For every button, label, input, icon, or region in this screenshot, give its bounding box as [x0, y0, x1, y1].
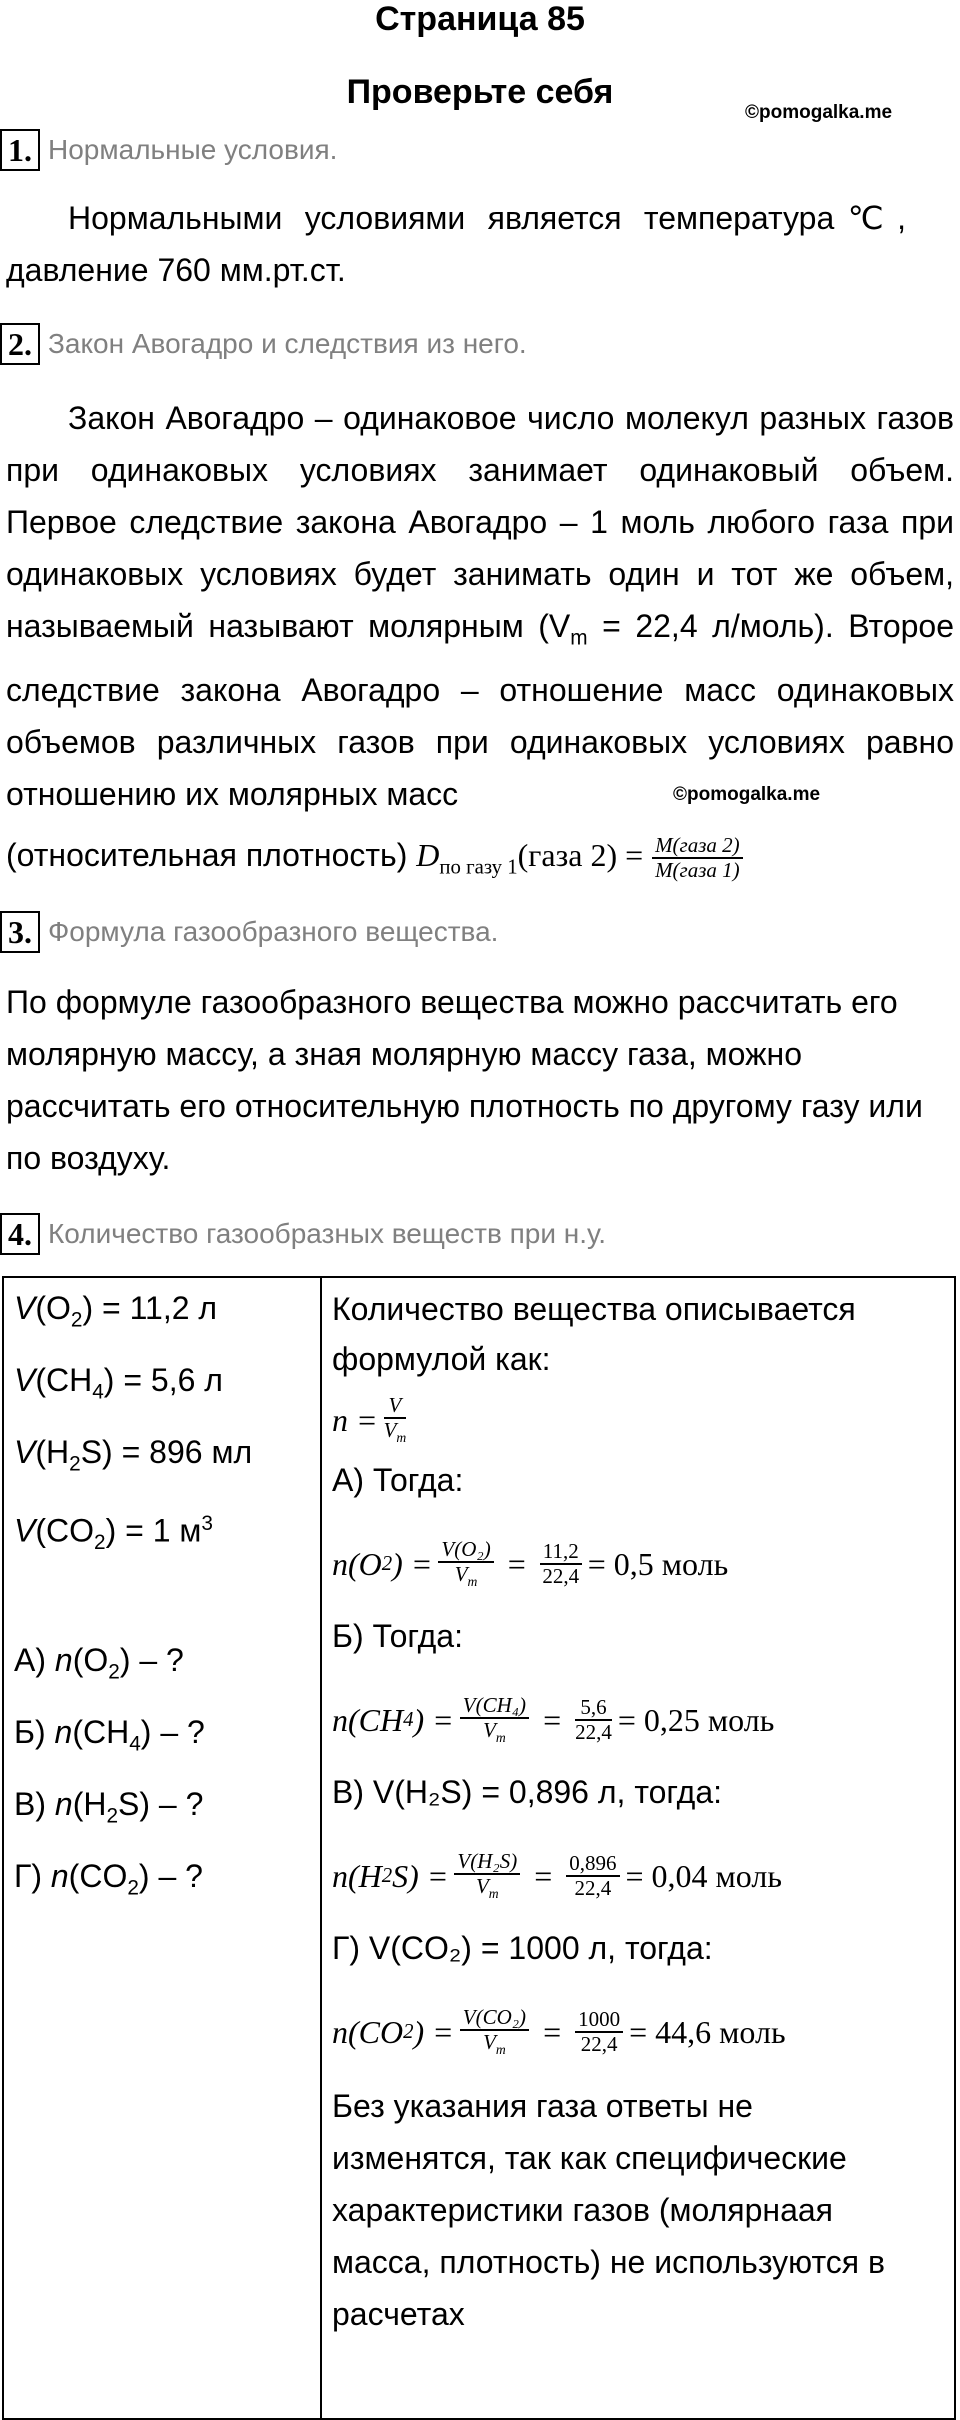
general-formula: n = $\frac{V}{V_m}$: [332, 1393, 407, 1446]
step-label: А) Тогда:: [332, 1462, 464, 1498]
solution-column: [321, 1277, 955, 2419]
solution-table: [2, 1276, 956, 2420]
step-formula: n(H 2 S) = $\frac{\text{V(H₂S)}}{V_m}$ = $\frac{0,896}{22,4}$ = 0,04 моль: [332, 1849, 782, 1902]
answer-2: [6, 392, 954, 903]
question-number: 1.: [0, 129, 40, 171]
answer-text: Нормальными условиями является температура℃, давление 760 мм.рт.ст.: [6, 200, 906, 288]
step-label: Г) V(CO₂) = 1000 л, тогда:: [332, 1930, 713, 1966]
given-item: $V(CO_2) = 1$ $м^3$: [14, 1512, 213, 1555]
question-number: 3.: [0, 911, 40, 953]
question-number: 2.: [0, 323, 40, 365]
step-label: В) V(H₂S) = 0,896 л, тогда:: [332, 1774, 722, 1810]
find-item: Г) $n(CO_2)$ – ?: [14, 1858, 203, 1900]
given-item: $V(H_2S) = 896$ мл: [14, 1434, 253, 1476]
find-item: А) $n(O_2)$ – ?: [14, 1642, 184, 1684]
answer-1: [6, 192, 906, 296]
question-number: 4.: [0, 1213, 40, 1255]
question-4-header: [0, 1210, 606, 1258]
question-title: Нормальные условия.: [48, 134, 338, 165]
page-title: Страница 85: [375, 0, 585, 38]
question-2-header: [0, 320, 527, 368]
step-formula: n(CO 2 ) = $\frac{\text{V(CO₂)}}{V_m}$ = $\frac{1000}{22,4}$ = 44,6 моль: [332, 2005, 786, 2058]
question-title: Закон Авогадро и следствия из него.: [48, 328, 527, 359]
watermark: ©pomogalka.me: [745, 102, 893, 123]
question-3-header: [0, 908, 498, 956]
given-item: $V(O_2) = 11,2$ л: [14, 1290, 218, 1332]
question-1-header: [0, 126, 337, 174]
answer-text: По формуле газообразного вещества можно рассчитать его молярную массу, а зная молярную массу газа, можно рассчитать его относительную плотность по другому газу или по воздуху.: [6, 984, 923, 1176]
step-label: Б) Тогда:: [332, 1618, 463, 1654]
solution-intro: Количество вещества описывается формулой как:: [332, 1291, 856, 1377]
watermark: ©pomogalka.me: [673, 784, 821, 805]
given-item: $V(CH_4) = 5,6$ л: [14, 1362, 223, 1404]
given-list: [14, 1284, 310, 1572]
answer-3: [6, 976, 936, 1184]
step-formula: n(CH 4 ) = $\frac{\text{V(CH₄)}}{V_m}$ = $\frac{5,6}{22,4}$ = 0,25 моль: [332, 1693, 775, 1746]
given-column: [3, 1277, 321, 2419]
section-title: Проверьте себя: [346, 73, 614, 111]
find-list: [14, 1636, 310, 1924]
answer-text: Закон Авогадро – одинаковое число молекул разных газов при одинаковых условиях занимает одинаковый объем. Первое следствие закона Авогадро – 1 моль любого газа при одинаковых условиях будет занимать один и тот же объем, называемый называют молярным ($V_m = 22,4$ л/моль). Второе следствие закона Авогадро – отношение масс одинаковых объемов различных газов при одинаковых условиях равно отношению их молярных масс: [6, 400, 955, 813]
question-title: Формула газообразного вещества.: [48, 916, 499, 947]
find-item: Б) $n(CH_4)$ – ?: [14, 1714, 205, 1756]
question-title: Количество газообразных веществ при н.у.: [48, 1218, 607, 1249]
density-fraction: $\frac{\text{M(газа 2)}}{\text{M(газа 1)}}$: [652, 834, 743, 882]
step-formula: n(O 2 ) = $\frac{\text{V(O₂)}}{V_m}$ = $\frac{11,2}{22,4}$ = 0,5 моль: [332, 1537, 729, 1590]
find-item: В) $n(H_2S)$ – ?: [14, 1786, 204, 1828]
conclusion: Без указания газа ответы не изменятся, так как специфические характеристики газов (молярнаая масса, плотность) не используются в расчетах: [332, 2088, 885, 2332]
density-formula: (относительная плотность) $D_{по газу 1}(газа$ 2) = $\frac{\text{M(газа 2)}}{\text{M(газа 1)}}$: [6, 820, 954, 902]
